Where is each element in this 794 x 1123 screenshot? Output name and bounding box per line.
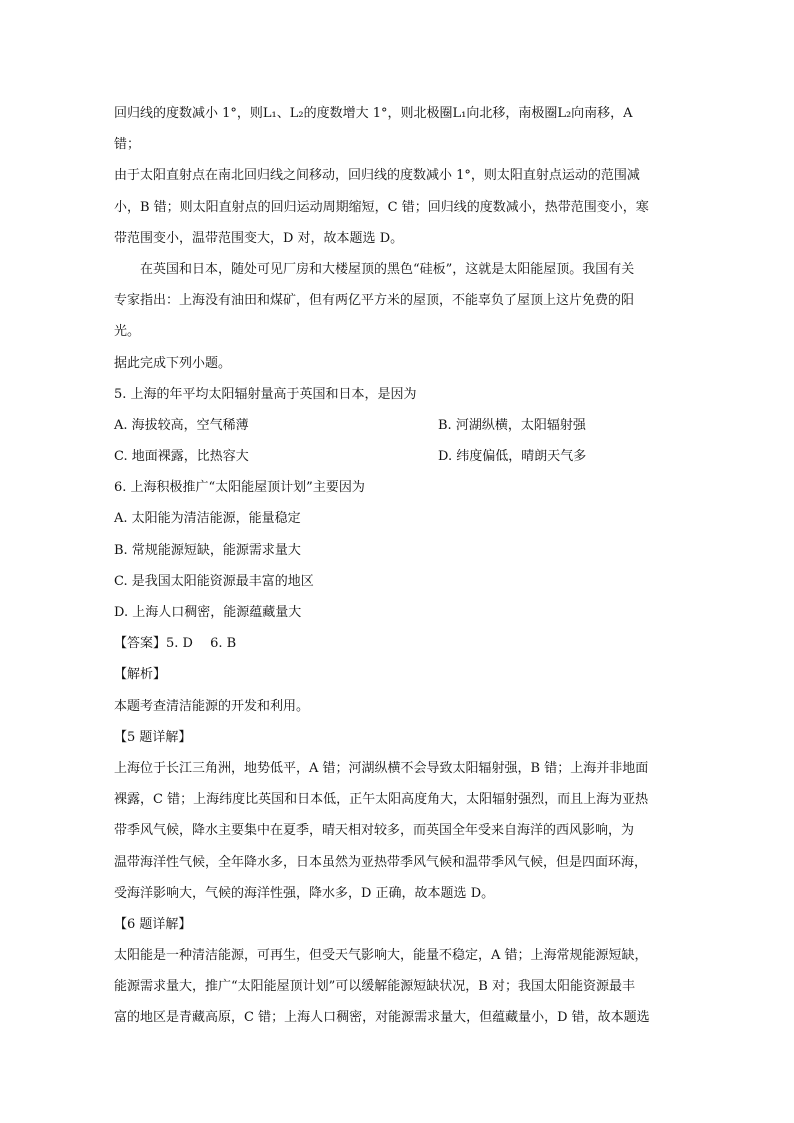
prev-explanation-line-3: 由于太阳直射点在南北回归线之间移动，回归线的度数减小 1°，则太阳直射点运动的范围减 (114, 168, 640, 184)
prev-explanation-line-2: 错； (114, 137, 141, 153)
passage-line-2: 专家指出：上海没有油田和煤矿，但有两亿平方米的屋顶，不能辜负了屋顶上这片免费的阳 (114, 293, 635, 309)
analysis-heading: 【解析】 (114, 667, 167, 683)
answer-line: 【答案】5. D 6. B (114, 636, 237, 652)
detail-6-heading: 【6 题详解】 (114, 916, 192, 932)
detail-6-line-2: 能源需求量大，推广“太阳能屋顶计划”可以缓解能源短缺状况，B 对；我国太阳能资源最丰 (114, 979, 635, 995)
passage-line-1: 在英国和日本，随处可见厂房和大楼屋顶的黑色“硅板”，这就是太阳能屋顶。我国有关 (140, 261, 635, 277)
detail-5-line-2: 裸露，C 错；上海纬度比英国和日本低，正午太阳高度角大，太阳辐射强烈，而且上海为亚热 (114, 792, 649, 808)
question-5-options-row-1 (114, 410, 682, 441)
question-5-option-d: D. 纬度偏低，晴朗天气多 (438, 449, 587, 465)
analysis-summary: 本题考查清洁能源的开发和利用。 (114, 698, 310, 714)
question-6-option-b: B. 常规能源短缺，能源需求量大 (114, 542, 301, 558)
prev-explanation-line-4: 小，B 错；则太阳直射点的回归运动周期缩短，C 错；回归线的度数减小，热带范围变小，寒 (114, 199, 649, 215)
passage-instruction: 据此完成下列小题。 (114, 355, 232, 371)
question-6-stem: 6. 上海积极推广“太阳能屋顶计划”主要因为 (114, 480, 365, 496)
question-5-option-b: B. 河湖纵横，太阳辐射强 (438, 417, 586, 433)
document-page (114, 98, 682, 1034)
question-6-option-d: D. 上海人口稠密，能源蕴藏量大 (114, 605, 302, 620)
question-6-option-c: C. 是我国太阳能资源最丰富的地区 (114, 573, 314, 589)
detail-5-line-1: 上海位于长江三角洲，地势低平，A 错；河湖纵横不会导致太阳辐射强，B 错；上海并非地面 (114, 760, 649, 776)
detail-6-line-3: 富的地区是青藏高原，C 错；上海人口稠密，对能源需求量大，但蕴藏量小，D 错，故本题选 (114, 1010, 650, 1026)
question-5-stem: 5. 上海的年平均太阳辐射量高于英国和日本，是因为 (114, 386, 417, 402)
question-5-option-a: A. 海拔较高，空气稀薄 (114, 417, 249, 433)
prev-explanation-line-5: 带范围变小，温带范围变大，D 对，故本题选 D。 (114, 230, 404, 246)
detail-5-line-3: 带季风气候，降水主要集中在夏季，晴天相对较多，而英国全年受来自海洋的西风影响，为 (114, 823, 635, 839)
question-5-options-row-2 (114, 441, 682, 472)
prev-explanation-line-1: 回归线的度数减小 1°，则L₁、L₂的度数增大 1°，则北极圈L₁向北移，南极圈L₂向南移，A (114, 106, 633, 121)
passage-line-3: 光。 (114, 324, 141, 340)
detail-5-line-4: 温带海洋性气候，全年降水多，日本虽然为亚热带季风气候和温带季风气候，但是四面环海， (114, 854, 648, 870)
question-6-option-a: A. 太阳能为清洁能源，能量稳定 (114, 511, 301, 527)
detail-5-heading: 【5 题详解】 (114, 729, 192, 745)
detail-6-line-1: 太阳能是一种清洁能源，可再生，但受天气影响大，能量不稳定，A 错；上海常规能源短缺， (114, 948, 648, 964)
detail-5-line-5: 受海洋影响大，气候的海洋性强，降水多，D 正确，故本题选 D。 (114, 885, 495, 901)
question-5-option-c: C. 地面裸露，比热容大 (114, 449, 249, 465)
